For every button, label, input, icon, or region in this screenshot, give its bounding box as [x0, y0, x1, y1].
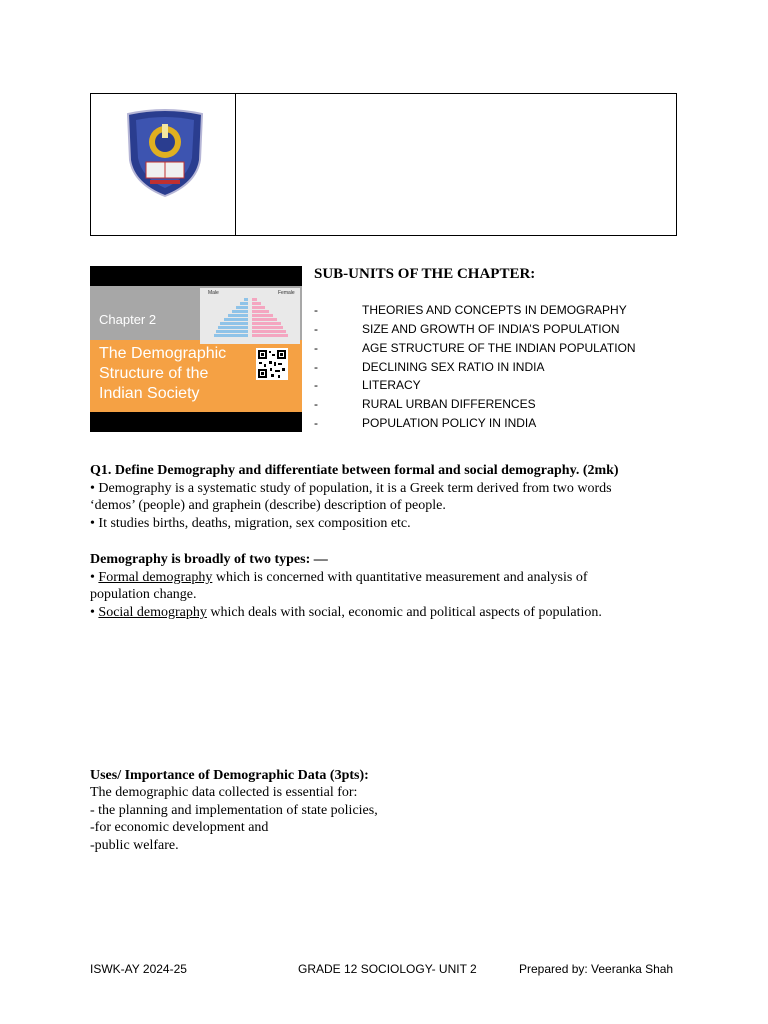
subunit-bullet: - [314, 360, 318, 374]
types-heading: Demography is broadly of two types: — [90, 552, 328, 567]
uses-line: -for economic development and [90, 820, 269, 835]
qr-code-icon [256, 348, 288, 380]
footer-author: Prepared by: Veeranka Shah [519, 962, 674, 976]
q1-answer-line: ‘demos’ (people) and graphein (describe) description of people. [90, 498, 446, 513]
q1-question: Q1. Define Demography and differentiate between formal and social demography. (2mk) [90, 463, 619, 478]
subunit-bullet: - [314, 322, 318, 336]
footer-academic-year: ISWK-AY 2024-25 [90, 962, 187, 976]
uses-line: - the planning and implementation of state policies, [90, 803, 378, 818]
bullet: • [90, 570, 99, 585]
chapter-cover-image [90, 266, 302, 432]
social-demography-line [90, 604, 602, 621]
school-logo-icon [124, 108, 206, 198]
header-divider [235, 94, 236, 235]
formal-demography-cont: population change. [90, 587, 197, 602]
q1-answer-line: • Demography is a systematic study of population, it is a Greek term derived from two words [90, 481, 612, 496]
subunit-item: RURAL URBAN DIFFERENCES [362, 397, 536, 411]
bullet: • [90, 605, 99, 620]
population-pyramid-icon [200, 288, 300, 344]
uses-heading: Uses/ Importance of Demographic Data (3pts): [90, 768, 369, 783]
chapter-number-label: Chapter 2 [99, 312, 157, 327]
subunit-item: AGE STRUCTURE OF THE INDIAN POPULATION [362, 341, 636, 355]
pyramid-female-label: Female [278, 290, 295, 296]
pyramid-male-label: Male [208, 290, 219, 296]
chapter-title-line-2: Structure of the [99, 365, 209, 382]
social-demography-text: which deals with social, economic and political aspects of population. [206, 605, 602, 620]
uses-line: -public welfare. [90, 838, 179, 853]
header-table [90, 93, 677, 236]
social-demography-term: Social demography [98, 605, 207, 620]
subunit-item: SIZE AND GROWTH OF INDIA’S POPULATION [362, 322, 620, 336]
subunit-bullet: - [314, 303, 318, 317]
subunit-bullet: - [314, 341, 318, 355]
subunits-heading: SUB-UNITS OF THE CHAPTER: [314, 266, 536, 282]
cover-top-band [90, 266, 302, 286]
formal-demography-term: Formal demography [98, 570, 213, 585]
subunit-bullet: - [314, 397, 318, 411]
cover-bottom-band [90, 412, 302, 432]
chapter-title-line-1: The Demographic [99, 345, 227, 362]
subunit-item: POPULATION POLICY IN INDIA [362, 416, 537, 430]
formal-demography-text: which is concerned with quantitative measurement and analysis of [212, 570, 588, 585]
subunit-bullet: - [314, 378, 318, 392]
footer-course: GRADE 12 SOCIOLOGY- UNIT 2 [298, 962, 477, 976]
subunit-item: THEORIES AND CONCEPTS IN DEMOGRAPHY [362, 303, 627, 317]
subunit-item: LITERACY [362, 378, 421, 392]
uses-line: The demographic data collected is essential for: [90, 785, 358, 800]
subunit-item: DECLINING SEX RATIO IN INDIA [362, 360, 545, 374]
chapter-title-line-3: Indian Society [99, 385, 200, 402]
population-pyramid-panel [200, 288, 300, 344]
q1-answer-line: • It studies births, deaths, migration, sex composition etc. [90, 516, 411, 531]
subunit-bullet: - [314, 416, 318, 430]
formal-demography-line [90, 569, 588, 586]
